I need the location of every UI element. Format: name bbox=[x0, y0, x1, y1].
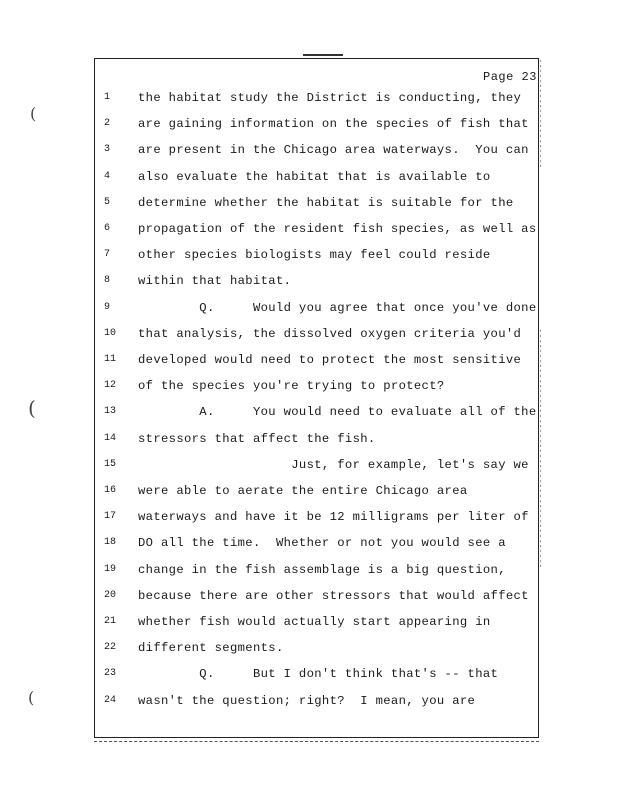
line-number: 19 bbox=[104, 563, 117, 575]
transcript-line-text: also evaluate the habitat that is available to bbox=[138, 169, 491, 184]
line-number: 14 bbox=[104, 432, 117, 444]
line-number: 16 bbox=[104, 485, 117, 496]
line-number: 4 bbox=[104, 170, 111, 182]
scan-edge-marks bbox=[540, 330, 541, 570]
line-number: 22 bbox=[104, 642, 117, 654]
transcript-line-text: are present in the Chicago area waterways. You can bbox=[138, 143, 529, 158]
line-number: 11 bbox=[104, 354, 117, 365]
transcript-line-text: wasn't the question; right? I mean, you are bbox=[138, 693, 476, 708]
transcript-line-text: Just, for example, let's say we bbox=[138, 457, 529, 472]
transcript-line-text: developed would need to protect the most sensitive bbox=[138, 353, 522, 367]
transcript-line-text: determine whether the habitat is suitable for the bbox=[138, 195, 514, 210]
line-number: 3 bbox=[104, 144, 111, 156]
line-number: 17 bbox=[104, 511, 117, 523]
transcript-line-text: DO all the time. Whether or not you would see a bbox=[138, 536, 506, 551]
page-number: Page 23 bbox=[483, 70, 537, 84]
transcript-line-text: within that habitat. bbox=[138, 274, 292, 289]
transcript-line-text: the habitat study the District is conducting, they bbox=[138, 91, 522, 105]
line-number: 21 bbox=[104, 616, 117, 627]
transcript-line-text: Q. Would you agree that once you've done bbox=[138, 300, 537, 315]
transcript-line-text: propagation of the resident fish species, as well as bbox=[138, 222, 537, 236]
margin-punch-mark: ( bbox=[30, 104, 37, 123]
line-number: 24 bbox=[104, 694, 117, 706]
line-number: 6 bbox=[104, 223, 111, 234]
line-number: 2 bbox=[104, 118, 111, 130]
line-number: 18 bbox=[104, 537, 117, 549]
transcript-line-text: A. You would need to evaluate all of the bbox=[138, 405, 537, 420]
line-number: 13 bbox=[104, 406, 117, 418]
transcript-line-text: other species biologists may feel could reside bbox=[138, 248, 491, 263]
line-number: 7 bbox=[104, 249, 111, 261]
line-number: 23 bbox=[104, 668, 117, 680]
line-number: 1 bbox=[104, 92, 111, 103]
page-top-mark bbox=[303, 54, 343, 56]
transcript-line-text: were able to aerate the entire Chicago area bbox=[138, 484, 468, 498]
transcript-line-text: different segments. bbox=[138, 641, 284, 656]
margin-punch-mark: ( bbox=[28, 688, 35, 707]
line-number: 20 bbox=[104, 589, 117, 601]
line-number: 12 bbox=[104, 380, 117, 392]
line-number: 10 bbox=[104, 327, 117, 339]
transcript-line-text: Q. But I don't think that's -- that bbox=[138, 667, 499, 682]
line-number: 8 bbox=[104, 275, 111, 287]
transcript-line-text: stressors that affect the fish. bbox=[138, 431, 376, 446]
transcript-line-text: that analysis, the dissolved oxygen criteria you'd bbox=[138, 326, 522, 341]
line-number: 5 bbox=[104, 196, 111, 208]
transcript-line-text: are gaining information on the species of fish that bbox=[138, 117, 529, 132]
scan-edge-marks bbox=[540, 60, 541, 170]
transcript-line-text: because there are other stressors that would affect bbox=[138, 588, 529, 603]
line-number: 15 bbox=[104, 458, 117, 470]
transcript-line-text: whether fish would actually start appearing in bbox=[138, 615, 491, 629]
margin-punch-mark: ( bbox=[28, 396, 36, 420]
transcript-line-text: change in the fish assemblage is a big question, bbox=[138, 562, 506, 577]
transcript-line-text: waterways and have it be 12 milligrams per liter of bbox=[138, 510, 529, 525]
transcript-line-text: of the species you're trying to protect? bbox=[138, 379, 445, 394]
line-number: 9 bbox=[104, 301, 111, 313]
